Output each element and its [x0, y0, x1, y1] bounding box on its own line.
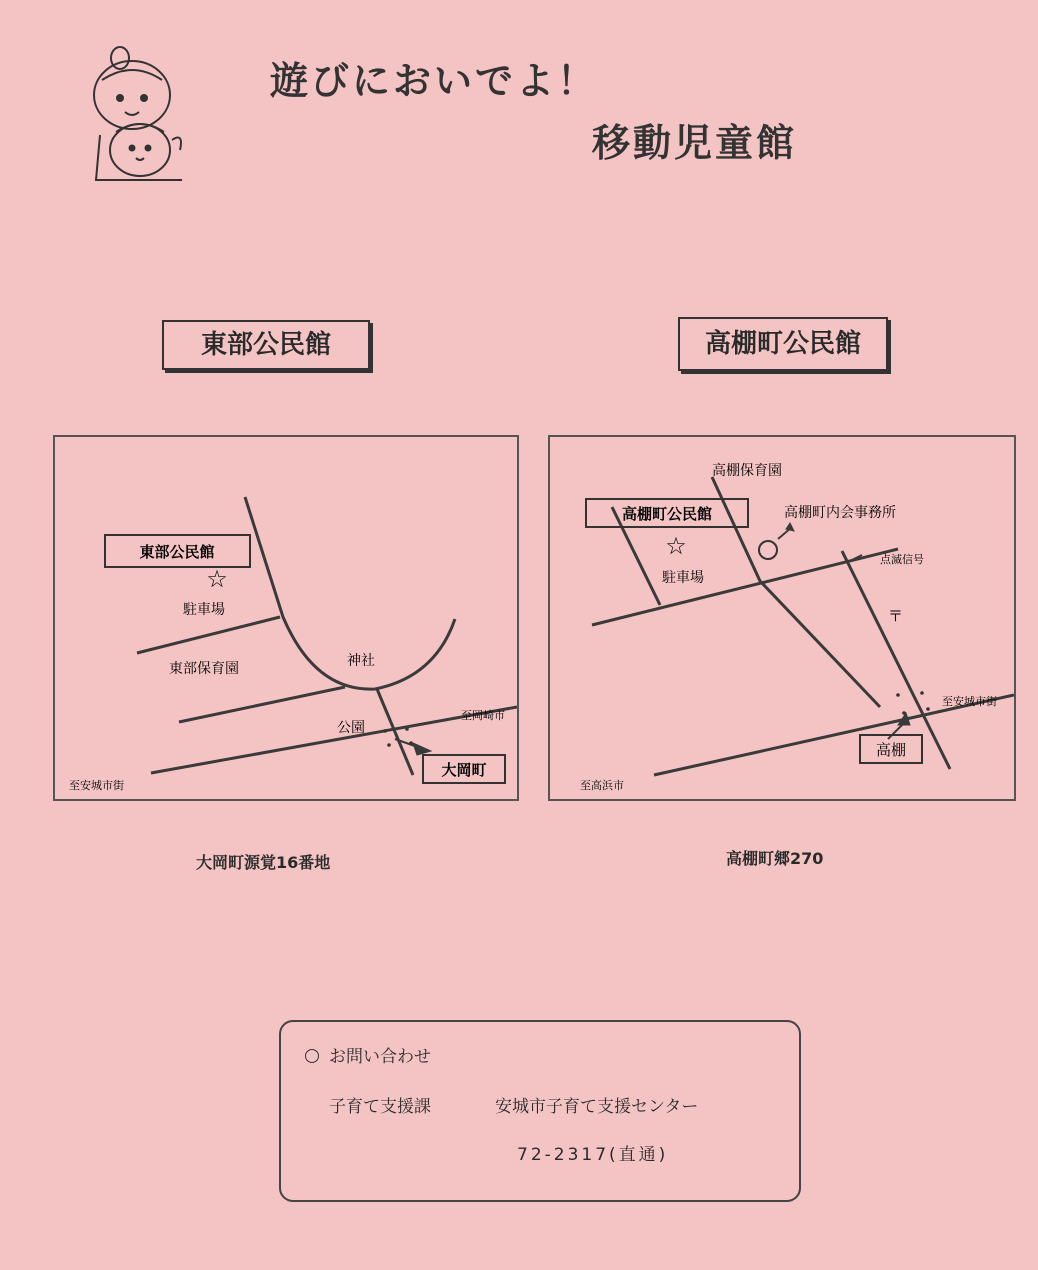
- takatana-hall-map: [548, 435, 1016, 801]
- star-icon: ☆: [206, 565, 228, 593]
- takatana-hall-heading: 高棚町公民館: [678, 317, 888, 371]
- taka-map-facility-label: 高棚町公民館: [621, 505, 713, 523]
- taka-map-office-label: 高棚町内会事務所: [784, 505, 896, 521]
- east-map-parking-label: 駐車場: [183, 602, 225, 618]
- road-middle: [179, 687, 345, 722]
- takatana-hall-address: 高棚町郷270: [726, 849, 824, 868]
- page-title: 遊びにおいでよ！: [270, 59, 599, 103]
- taka-map-junction-label: 高棚: [875, 741, 907, 759]
- taka-map-takahama-label: 至高浜市: [580, 779, 624, 792]
- contact-department: 子育て支援課: [329, 1097, 431, 1117]
- contact-title: お問い合わせ: [329, 1047, 431, 1067]
- mother-child-illustration: [92, 40, 192, 185]
- page-subtitle: 移動児童館: [592, 121, 798, 165]
- contact-phone: 72-2317(直通): [517, 1145, 669, 1165]
- east-map-junction-label: 大岡町: [441, 761, 487, 779]
- east-map-shrine-label: 神社: [347, 653, 375, 669]
- road-upper: [137, 617, 280, 653]
- taka-map-parking-label: 駐車場: [662, 570, 704, 586]
- taka-map-signal-label: 点滅信号: [880, 553, 924, 566]
- east-map-park-label: 公園: [337, 720, 365, 736]
- east-map-okazaki-label: 至岡崎市: [461, 709, 505, 722]
- east-map-nursery-label: 東部保育園: [169, 661, 239, 677]
- east-map-anjo-label: 至安城市街: [69, 779, 124, 792]
- post-office-icon: 〒: [888, 607, 904, 625]
- contact-title-row: [305, 1042, 431, 1067]
- contact-box: [279, 1020, 801, 1202]
- road-diagonal-right: [842, 551, 950, 769]
- east-hall-address: 大岡町源覚16番地: [196, 853, 331, 872]
- contact-center: 安城市子育て支援センター: [495, 1097, 699, 1117]
- star-icon: ☆: [665, 532, 687, 560]
- office-marker: [759, 541, 777, 559]
- east-map-facility-label: 東部公民館: [139, 543, 215, 561]
- taka-map-nursery-label: 高棚保育園: [712, 463, 782, 479]
- taka-map-anjo-label: 至安城市街: [942, 695, 997, 708]
- circle-bullet-icon: [305, 1049, 319, 1063]
- east-hall-map: [53, 435, 519, 801]
- east-hall-heading: 東部公民館: [162, 320, 370, 370]
